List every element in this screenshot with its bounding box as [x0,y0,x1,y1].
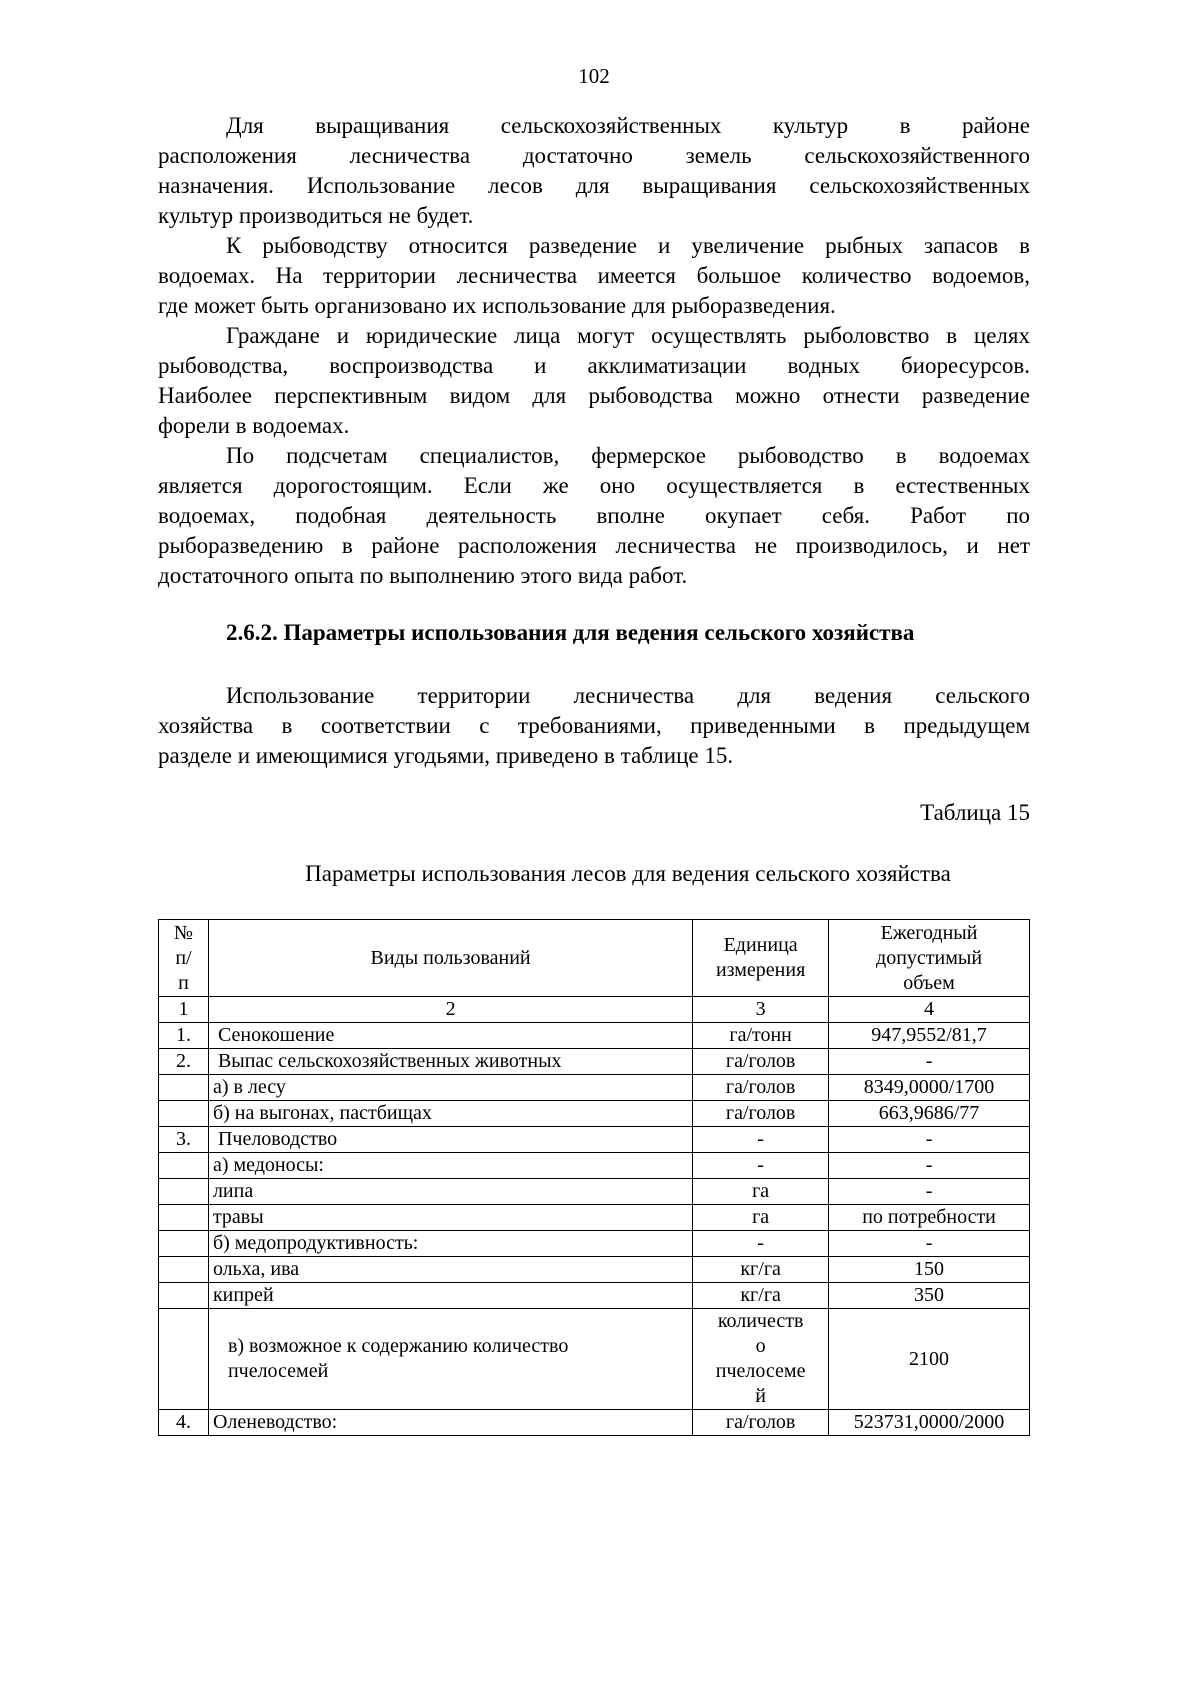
column-number-cell: 2 [208,997,692,1023]
section-heading: 2.6.2. Параметры использования для ведения сельского хозяйства [226,620,915,645]
usage-type-cell: кипрей [208,1283,692,1309]
unit-cell: га/голов [693,1049,829,1075]
annual-volume-cell: - [829,1127,1030,1153]
column-number-cell: 1 [159,997,209,1023]
row-number-cell [159,1205,209,1231]
unit-cell: кг/га [693,1283,829,1309]
text-line: водоемах, подобная деятельность вполне окупает себя. Работ по [158,503,1030,528]
text-line: достаточного опыта по выполнению этого вида работ. [158,563,688,588]
text-line: По подсчетам специалистов, фермерское рыбоводство в водоемах [226,443,1030,468]
table-row [159,1075,1030,1101]
header-cell: Ежегодный допустимый объем [829,920,1030,997]
table-row [159,1153,1030,1179]
column-number-row [159,997,1030,1023]
unit-cell: га/голов [693,1101,829,1127]
text-line: Граждане и юридические лица могут осуществлять рыболовство в целях [226,323,1030,348]
row-number-cell: 3. [159,1127,209,1153]
annual-volume-cell: 947,9552/81,7 [829,1023,1030,1049]
usage-type-cell: липа [208,1179,692,1205]
table-row [159,1179,1030,1205]
column-number-cell: 4 [829,997,1030,1023]
table-row [159,1309,1030,1410]
text-line: рыборазведению в районе расположения лесничества не производилось, и нет [158,533,1030,558]
table-row [159,1410,1030,1436]
usage-type-cell: Сенокошение [208,1023,692,1049]
table-row [159,1101,1030,1127]
row-number-cell [159,1309,209,1410]
annual-volume-cell: 663,9686/77 [829,1101,1030,1127]
table-row [159,1049,1030,1075]
text-line: рыбоводства, воспроизводства и акклиматизации водных биоресурсов. [158,353,1030,378]
text-line: где может быть организовано их использование для рыборазведения. [158,293,836,318]
row-number-cell [159,1257,209,1283]
unit-cell: га/голов [693,1410,829,1436]
text-line: назначения. Использование лесов для выращивания сельскохозяйственных [158,173,1030,198]
column-number-cell: 3 [693,997,829,1023]
text-line: культур производиться не будет. [158,203,474,228]
usage-type-cell: б) на выгонах, пастбищах [208,1101,692,1127]
unit-cell: га [693,1179,829,1205]
table-caption: Параметры использования лесов для ведения сельского хозяйства [305,861,951,886]
usage-type-cell: в) возможное к содержанию количество пчелосемей [208,1309,692,1410]
text-line: форели в водоемах. [158,413,350,438]
row-number-cell: 1. [159,1023,209,1049]
annual-volume-cell: 523731,0000/2000 [829,1410,1030,1436]
text-line: хозяйства в соответствии с требованиями, приведенными в предыдущем [158,713,1030,738]
table-row [159,1283,1030,1309]
row-number-cell: 4. [159,1410,209,1436]
usage-type-cell: б) медопродуктивность: [208,1231,692,1257]
table-row [159,1257,1030,1283]
table-header-row [159,920,1030,997]
usage-type-cell: ольха, ива [208,1257,692,1283]
unit-cell: га [693,1205,829,1231]
annual-volume-cell: 350 [829,1283,1030,1309]
unit-cell: - [693,1153,829,1179]
header-cell: Единица измерения [693,920,829,997]
text-line: разделе и имеющимися угодьями, приведено в таблице 15. [158,743,734,768]
unit-cell: - [693,1127,829,1153]
usage-type-cell: а) медоносы: [208,1153,692,1179]
row-number-cell [159,1075,209,1101]
row-number-cell [159,1179,209,1205]
page-number: 102 [578,64,610,88]
table-row [159,1023,1030,1049]
unit-cell: га/тонн [693,1023,829,1049]
annual-volume-cell: 2100 [829,1309,1030,1410]
table-row [159,1127,1030,1153]
row-number-cell [159,1153,209,1179]
annual-volume-cell: - [829,1153,1030,1179]
annual-volume-cell: 8349,0000/1700 [829,1075,1030,1101]
usage-type-cell: Пчеловодство [208,1127,692,1153]
annual-volume-cell: - [829,1179,1030,1205]
header-cell: Виды пользований [208,920,692,997]
unit-cell: кг/га [693,1257,829,1283]
unit-cell: га/голов [693,1075,829,1101]
annual-volume-cell: по потребности [829,1205,1030,1231]
annual-volume-cell: - [829,1231,1030,1257]
table-row [159,1205,1030,1231]
header-cell: № п/ п [159,920,209,997]
text-line: Наиболее перспективным видом для рыбоводства можно отнести разведение [158,383,1030,408]
usage-type-cell: Выпас сельскохозяйственных животных [208,1049,692,1075]
row-number-cell [159,1101,209,1127]
row-number-cell: 2. [159,1049,209,1075]
annual-volume-cell: 150 [829,1257,1030,1283]
unit-cell: - [693,1231,829,1257]
text-line: расположения лесничества достаточно земель сельскохозяйственного [158,143,1030,168]
text-line: является дорогостоящим. Если же оно осуществляется в естественных [158,473,1030,498]
text-line: К рыбоводству относится разведение и увеличение рыбных запасов в [226,233,1030,258]
usage-type-cell: травы [208,1205,692,1231]
text-line: водоемах. На территории лесничества имеется большое количество водоемов, [158,263,1030,288]
text-line: Использование территории лесничества для ведения сельского [226,683,1030,708]
row-number-cell [159,1231,209,1257]
annual-volume-cell: - [829,1049,1030,1075]
usage-parameters-table [158,919,1030,1436]
body-text-section-2 [158,681,1030,771]
body-text-section-1 [158,111,1030,591]
usage-type-cell: а) в лесу [208,1075,692,1101]
text-line: Для выращивания сельскохозяйственных культур в районе [226,113,1030,138]
unit-cell: количеств о пчелосеме й [693,1309,829,1410]
table-row [159,1231,1030,1257]
table-number: Таблица 15 [920,800,1030,825]
usage-type-cell: Оленеводство: [208,1410,692,1436]
row-number-cell [159,1283,209,1309]
